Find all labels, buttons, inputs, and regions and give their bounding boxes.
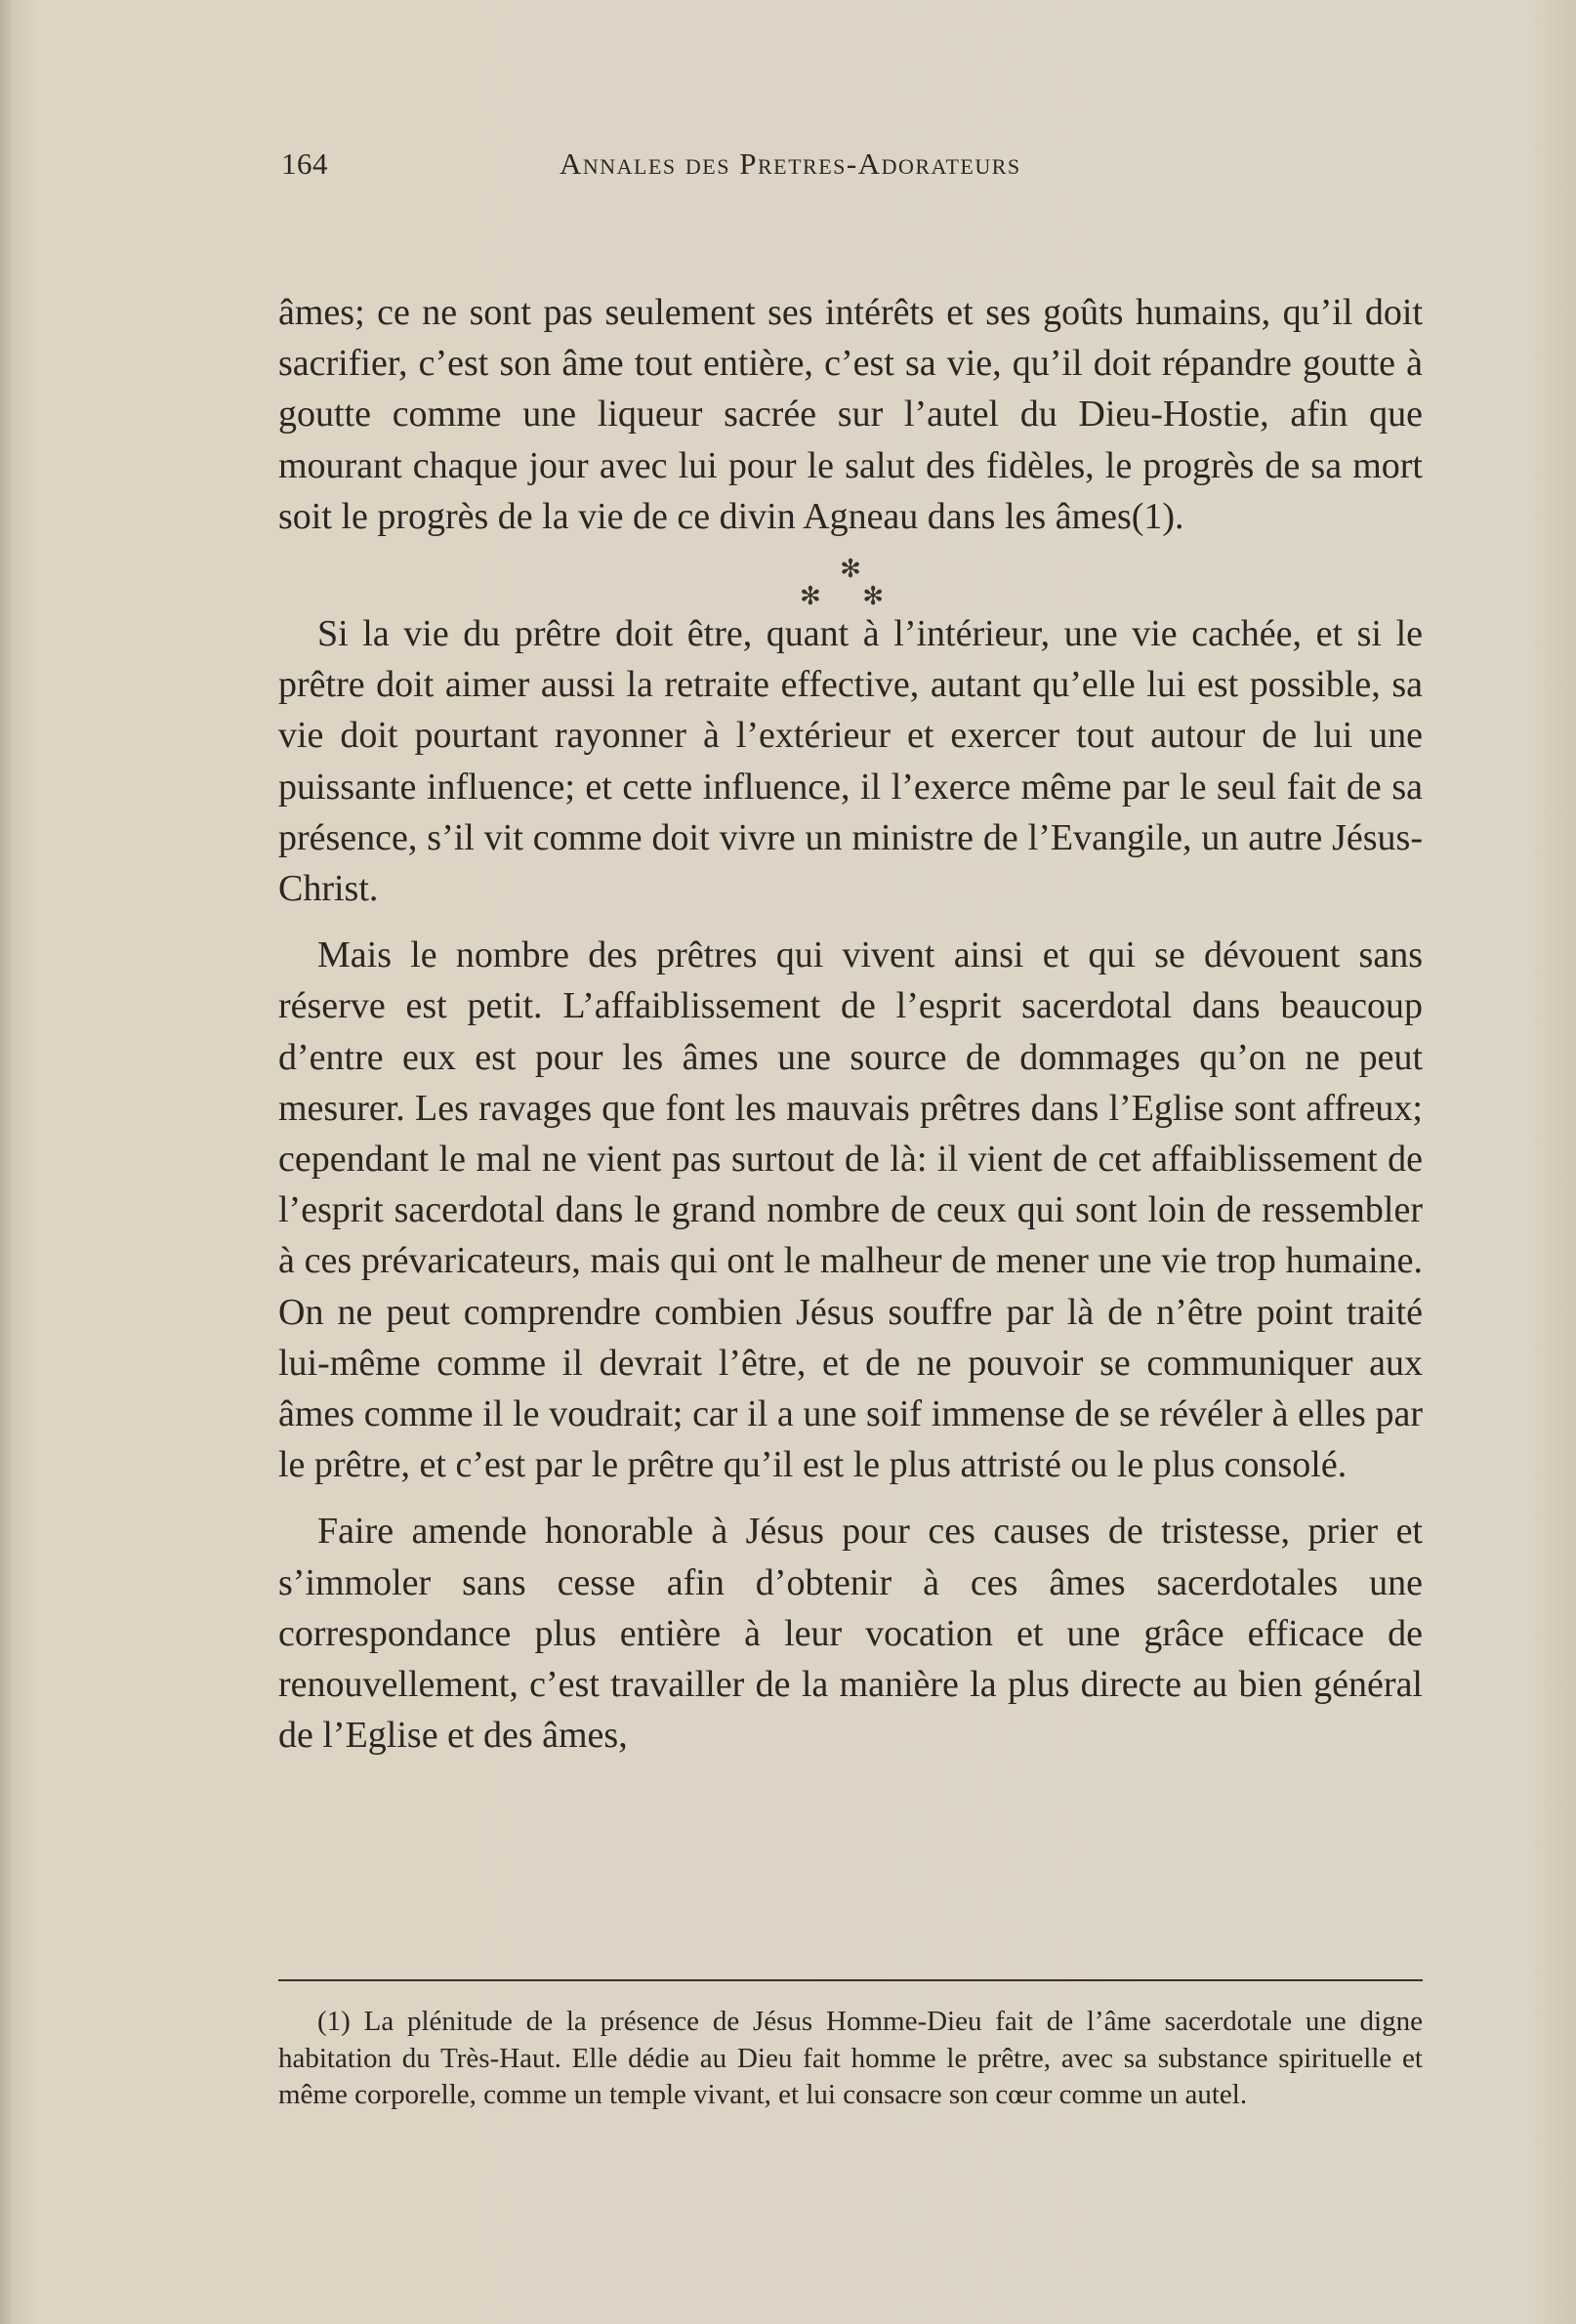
page-edge (0, 0, 14, 2324)
section-break-ornament (278, 542, 1423, 611)
ornament-star-icon: ✻ (840, 555, 861, 584)
running-title: Annales des Pretres-Adorateurs (560, 146, 1021, 181)
page-header (281, 146, 1414, 195)
paragraph-1: âmes; ce ne sont pas seulement ses intérêts et ses goûts humains, qu’il doit sacrifier, c’est son âme tout entière, c’est sa vie, qu’il doit répandre goutte à goutte comme une liqueur sacrée sur l’autel du Dieu-Hostie, afin que mourant chaque jour avec lui pour le salut des fidèles, le progrès de sa mort soit le progrès de la vie de ce divin Agneau dans les âmes(1). (278, 292, 1423, 537)
footnote-text: (1) La plénitude de la présence de Jésus Homme-Dieu fait de l’âme sacerdotale une digne habitation du Très-Haut. Elle dédie au Dieu fait homme le prêtre, avec sa substance spirituelle et même corporelle, comme un temple vivant, et lui consacre son cœur comme un autel. (278, 2006, 1423, 2110)
ornament-star-pair-icon: ✻ ✻ (799, 582, 902, 611)
page-number: 164 (281, 146, 328, 181)
paragraph-4: Faire amende honorable à Jésus pour ces causes de tristesse, prier et s’immoler sans cesse afin d’obtenir à ces âmes sacerdotales une correspondance plus entière à leur vocation et une grâce efficace de renouvellement, c’est travailler de la manière la plus directe au bien général de l’Eglise et des âmes, (278, 1511, 1423, 1757)
paragraph-2: Si la vie du prêtre doit être, quant à l’intérieur, une vie cachée, et si le prêtre doit aimer aussi la retraite effective, autant qu’elle lui est possible, sa vie doit pourtant rayonner à l’extérieur et exercer tout autour de lui une puissante influence; et cette influence, il l’exerce même par le seul fait de sa présence, s’il vit comme doit vivre un ministre de l’Evangile, un autre Jésus-Christ. (278, 613, 1423, 910)
paragraph-3: Mais le nombre des prêtres qui vivent ainsi et qui se dévouent sans réserve est petit. L’affaiblissement de l’esprit sacerdotal dans beaucoup d’entre eux est pour les âmes une source de dommages qu’on ne peut mesurer. Les ravages que font les mauvais prêtres dans l’Eglise sont affreux; cependant le mal ne vient pas surtout de là: il vient de cet affaiblissement de l’esprit sacerdotal dans le grand nombre de ceux qui sont loin de ressembler à ces prévaricateurs, mais qui ont le malheur de mener une vie trop humaine. On ne peut comprendre combien Jésus souffre par là de n’être point traité lui-même comme il devrait l’être, et de ne pouvoir se communiquer aux âmes comme il le voudrait; car il a une soif immense de se révéler à elles par le prêtre, et c’est par le prêtre qu’il est le plus attristé ou le plus consolé. (278, 934, 1423, 1486)
footnote (278, 2004, 1423, 2114)
main-text (278, 287, 1423, 1761)
footnote-rule (278, 1979, 1423, 1981)
